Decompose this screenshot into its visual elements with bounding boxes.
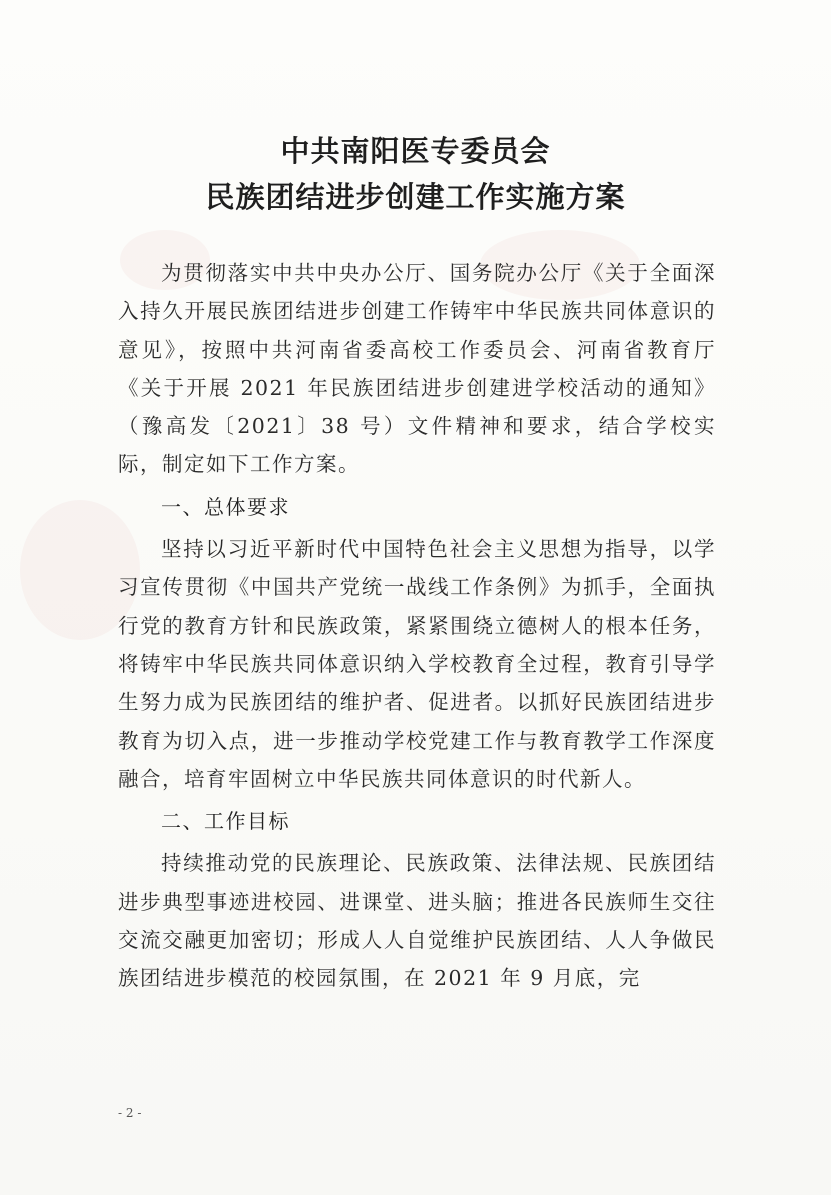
title-line-2: 民族团结进步创建工作实施方案 — [205, 180, 626, 214]
page-number: - 2 - — [118, 1106, 142, 1120]
document-body — [118, 254, 716, 998]
section-heading-work-goals: 二、工作目标 — [161, 809, 290, 834]
general-requirements-paragraph: 坚持以习近平新时代中国特色社会主义思想为指导，以学习宣传贯彻《中国共产党统一战线工作条例》为抓手，全面执行党的教育方针和民族政策，紧紧围绕立德树人的根本任务，将铸牢中华民族共同体意识纳入学校教育全过程，教育引导学生努力成为民族团结的维护者、促进者。以抓好民族团结进步教育为切入点，进一步推动学校党建工作与教育教学工作深度融合，培育牢固树立中华民族共同体意识的时代新人。 — [118, 537, 716, 791]
work-goals-paragraph: 持续推动党的民族理论、民族政策、法律法规、民族团结进步典型事迹进校园、进课堂、进头脑；推进各民族师生交往交流交融更加密切；形成人人自觉维护民族团结、人人争做民族团结进步模范的校园氛围，在 2021 年 9 月底，完 — [118, 851, 716, 991]
title-line-1: 中共南阳医专委员会 — [280, 134, 551, 168]
intro-paragraph: 为贯彻落实中共中央办公厅、国务院办公厅《关于全面深入持久开展民族团结进步创建工作铸牢中华民族共同体意识的意见》，按照中共河南省委高校工作委员会、河南省教育厅《关于开展 2021 年民族团结进步创建进学校活动的通知》（豫高发〔2021〕38 号）文件精神和要求，结合学校实际，制定如下工作方案。 — [118, 261, 716, 477]
section-heading-general-requirements: 一、总体要求 — [161, 494, 290, 519]
document-title — [0, 128, 831, 220]
